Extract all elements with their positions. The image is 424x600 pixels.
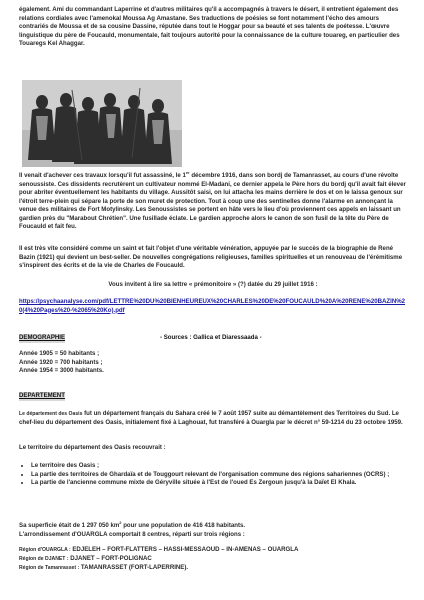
death-paragraph-rest: décembre 1916, dans son bordj de Tamanrasset, au cours d'une révolte senoussiste. Ces dissidents recrutèrent un cultivateur nommé El-Madani, ce dernier appela le Père hors du bordj qu'il avait fait élever pour abriter éventuellement les habitants du village. Aussitôt saisi, on lui attacha les mains derrière le dos et on le laissa genoux sur l'étroit terre-plein qui sépare la porte de son muret de protection. Tout à coup une des sentinelles donne l'alarme en annonçant la venue des militaires de Fort Motylinsky. Les Senoussistes se portent en hâte vers le lieu d'où proviennent ces appels en laissant un gardien près du "Marabout Chrétien". Une fusillade éclate. Le gardien approche alors le canon de son fusil de la tête du Père de Foucauld et fait feu. — [19, 172, 406, 230]
region-label: Région de Tamanrasset : — [19, 565, 80, 571]
surface-start: Sa superficie était de 1 297 050 km — [19, 522, 120, 529]
departement-paragraph — [19, 410, 407, 427]
population-1920: Année 1920 = 700 habitants ; — [19, 358, 103, 366]
invite-line: Vous invitent à lire sa lettre « prémonitoire » (?) datée du 29 juillet 1916 : — [108, 281, 318, 288]
departement-paragraph-rest: fut un département français du Sahara créé le 7 août 1957 suite au démantèlement des Territoires du Sud. Le chef-lieu du département des Oasis, initialement fixé à Laghouat, fut transféré à Ouargla par le décret n° 59-1214 du 23 octobre 1959. — [19, 410, 403, 426]
letter-link[interactable]: https://psychaanalyse.com/pdf/LETTRE%20DU%20BIENHEUREUX%20CHARLES%20DE%20FOUCAULD%20A%20RENE%20BAZIN%20(4%20Pages%20-%2065%20Ko).pdf — [19, 298, 406, 314]
region-label: Région de DJANET : — [19, 556, 69, 562]
demographie-heading: DEMOGRAPHIE — [19, 334, 66, 341]
territory-item: • Le territoire des Oasis ; — [31, 462, 419, 471]
region-ouargla — [19, 546, 407, 555]
population-1905: Année 1905 = 50 habitants ; — [19, 350, 100, 357]
region-tamanrasset — [19, 564, 407, 573]
sources-line: - Sources : Gallica et Diaressaada - — [160, 334, 262, 341]
surface-sup: 2 — [119, 519, 122, 525]
surface-end: pour une population de 416 418 habitants. — [121, 522, 246, 529]
departement-lead: Le département des Oasis — [19, 411, 83, 417]
territory-intro: Le territoire du département des Oasis recouvrait : — [19, 444, 166, 451]
departement-heading: DEPARTEMENT — [19, 392, 65, 399]
population-1954: Année 1954 = 3000 habitants. — [19, 367, 104, 374]
region-value: DJANET – FORT-POLIGNAC — [68, 555, 152, 562]
death-paragraph — [19, 169, 407, 232]
saint-paragraph: Il est très vite considéré comme un saint et fait l'objet d'une véritable vénération, appuyée par le succès de la biographie de René Bazin (1921) qui devient un best-seller. De nouvelles congrégations religieuses, familles spirituelles et un renouveau de l'érémitisme s'inspirent des écrits et de la vie de Charles de Foucauld. — [19, 245, 403, 269]
surface-line — [19, 519, 407, 531]
region-value: TAMANRASSET (FORT-LAPERRINE). — [79, 564, 189, 571]
tuareg-men-illustration — [22, 80, 182, 167]
territory-item: • La partie des territoires de Ghardaïa et de Touggourt relevant de l'organisation commune des régions sahariennes (OCRS) ; — [31, 471, 419, 480]
region-value: EDJELEH – FORT-FLATTERS – HASSI-MESSAOUD – IN-AMENAS – OUARGLA — [70, 546, 299, 553]
territory-item: • La partie de l'ancienne commune mixte de Géryville située à l'Est de l'oued Es Zergoun jusqu'à la Daïet El Khala. — [31, 479, 419, 488]
tuareg-photo — [22, 80, 182, 167]
region-label: Région d'OUARGLA : — [19, 547, 71, 553]
death-paragraph-start: Il venait d'achever ces travaux lorsqu'il fut assassiné, le 1 — [19, 172, 186, 179]
intro-paragraph: également. Ami du commandant Laperrine et d'autres militaires qu'il a accompagnés à travers le désert, il entretient également des relations cordiales avec l'amenokal Moussa Ag Amastane. Ses traductions de poésies se font notamment l'écho des amours contrariés de Moussa et de sa cousine Dassine, réputée dans tout le Hoggar pour sa beauté et ses talents de poétesse. L'œuvre linguistique du père de Foucauld, monumentale, fait toujours autorité pour la connaissance de la culture touareg, en particulier des Touaregs Kel Ahaggar. — [19, 6, 400, 47]
region-djanet — [19, 555, 407, 564]
death-paragraph-sup: er — [185, 169, 190, 175]
territory-list — [19, 462, 419, 488]
arrondissement-line: L'arrondissement d'OUARGLA comportait 8 centres, réparti sur trois régions : — [19, 530, 245, 538]
